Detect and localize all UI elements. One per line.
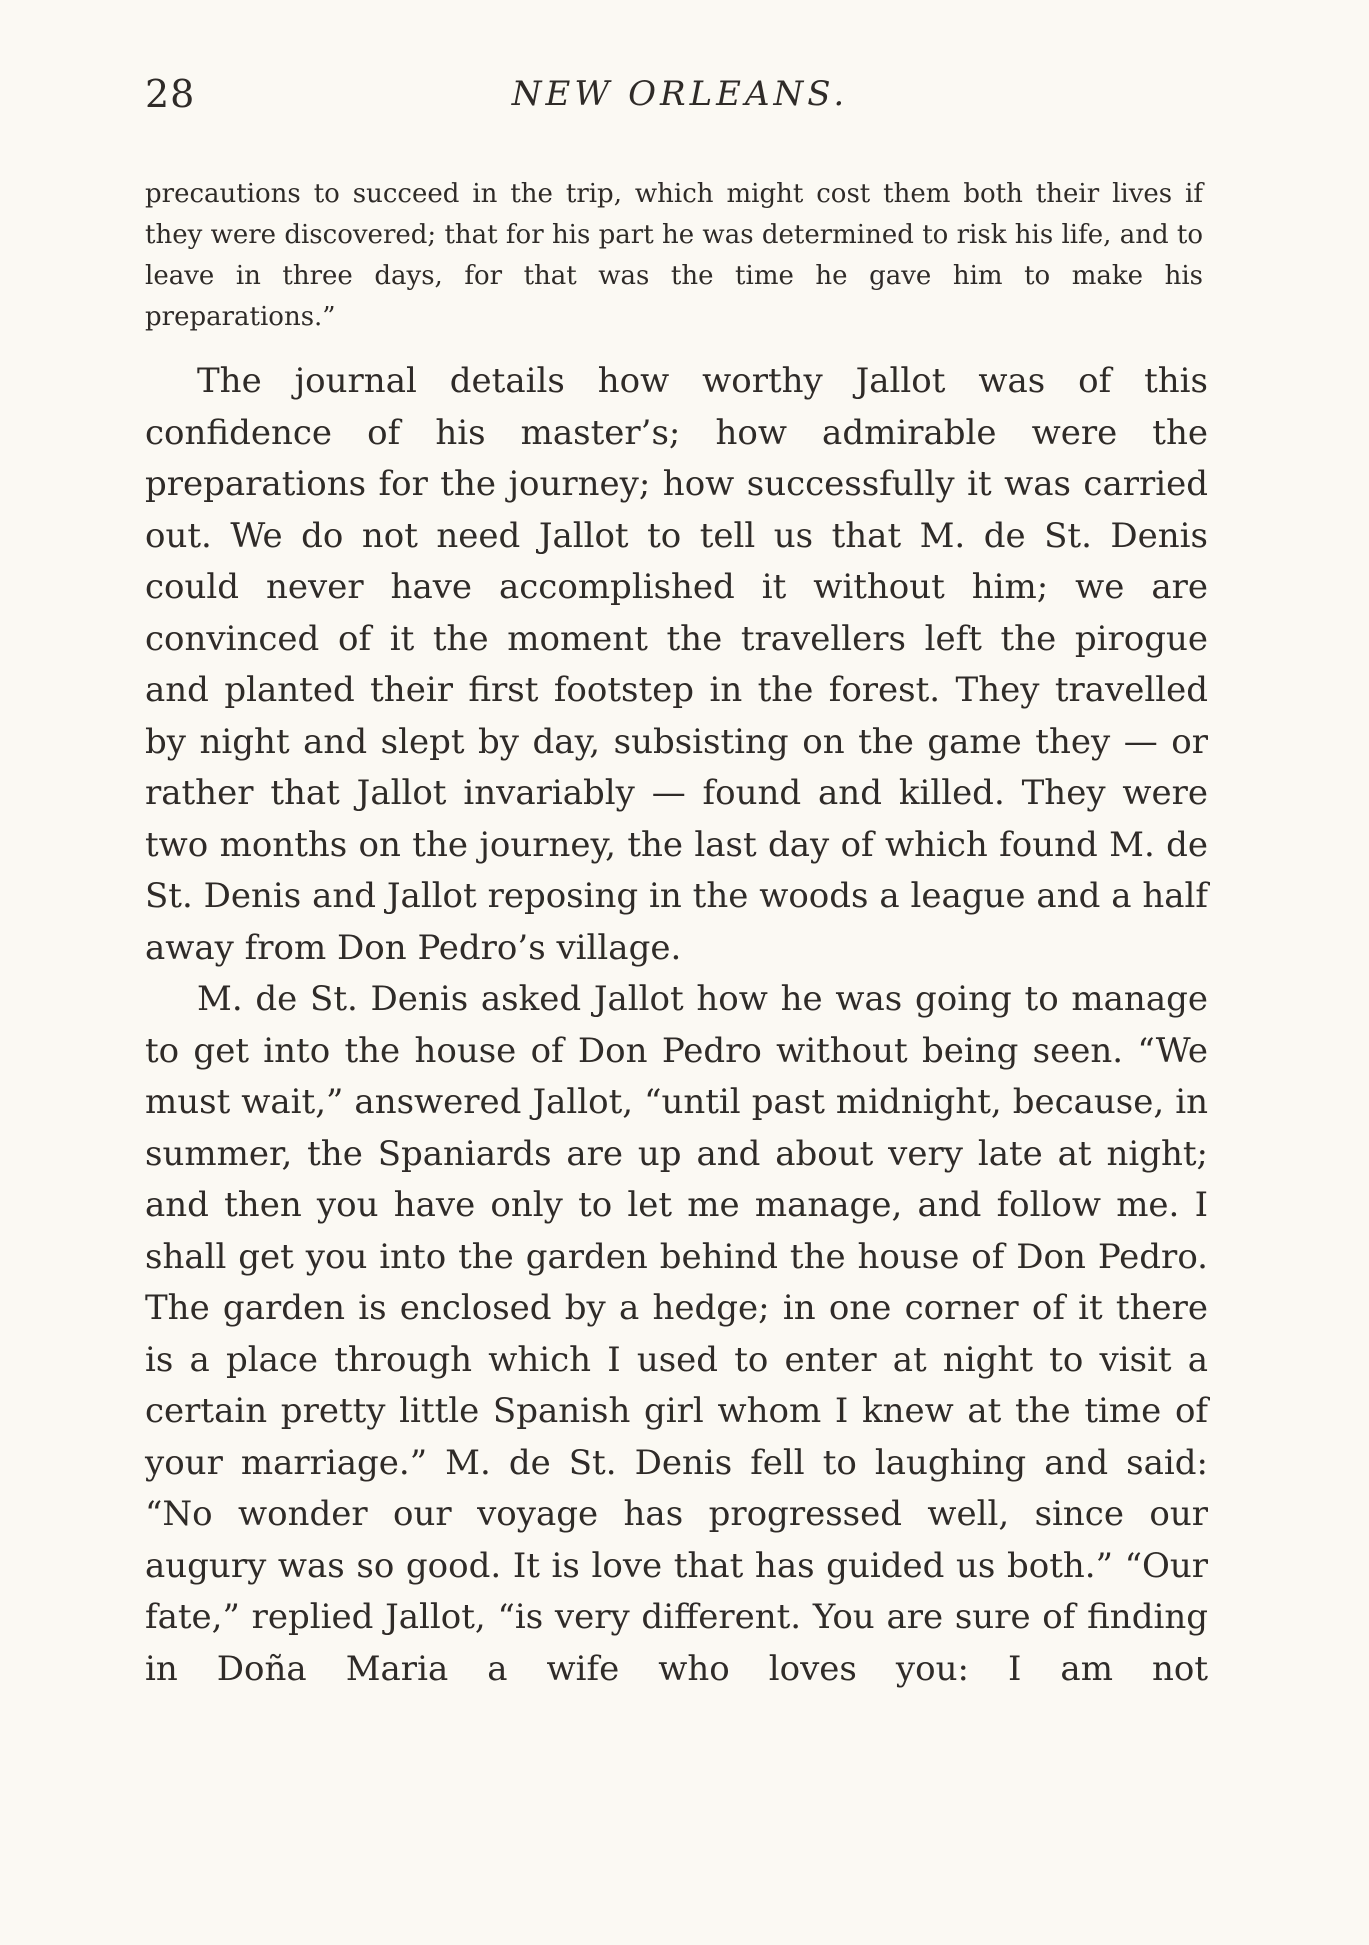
page-number: 28 (145, 72, 196, 116)
running-title: NEW ORLEANS. (511, 74, 849, 114)
main-text (145, 356, 1208, 1695)
paragraph-dialogue: M. de St. Denis asked Jallot how he was going to manage to get into the house of Don Pedro without being seen. “We must wait,” answered Jallot, “until past midnight, because, in summer, the Spaniards are up and about very late at night; and then you have only to let me manage, and follow me. I shall get you into the garden behind the house of Don Pedro. The garden is enclosed by a hedge; in one corner of it there is a place through which I used to enter at night to visit a certain pretty little Spanish girl whom I knew at the time of your marriage.” M. de St. Denis fell to laughing and said: “No wonder our voyage has progressed well, since our augury was so good. It is love that has guided us both.” “Our fate,” replied Jallot, “is very different. You are sure of finding in Doña Maria a wife who loves you: I am not (145, 979, 1208, 1689)
page-header (145, 72, 1215, 132)
paragraph-journal: The journal details how worthy Jallot was of this confidence of his master’s; how admirable were the preparations for the journey; how successfully it was carried out. We do not need Jallot to tell us that M. de St. Denis could never have accomplished it without him; we are convinced of it the moment the travellers left the pirogue and planted their first footstep in the forest. They travelled by night and slept by day, subsisting on the game they — or rather that Jallot invariably — found and killed. They were two months on the journey, the last day of which found M. de St. Denis and Jallot reposing in the woods a league and a half away from Don Pedro’s village. (145, 361, 1208, 968)
quoted-passage: precautions to succeed in the trip, which might cost them both their lives if they were discovered; that for his part he was determined to risk his life, and to leave in three days, for that was the time he gave him to make his preparations.” (145, 179, 1203, 332)
